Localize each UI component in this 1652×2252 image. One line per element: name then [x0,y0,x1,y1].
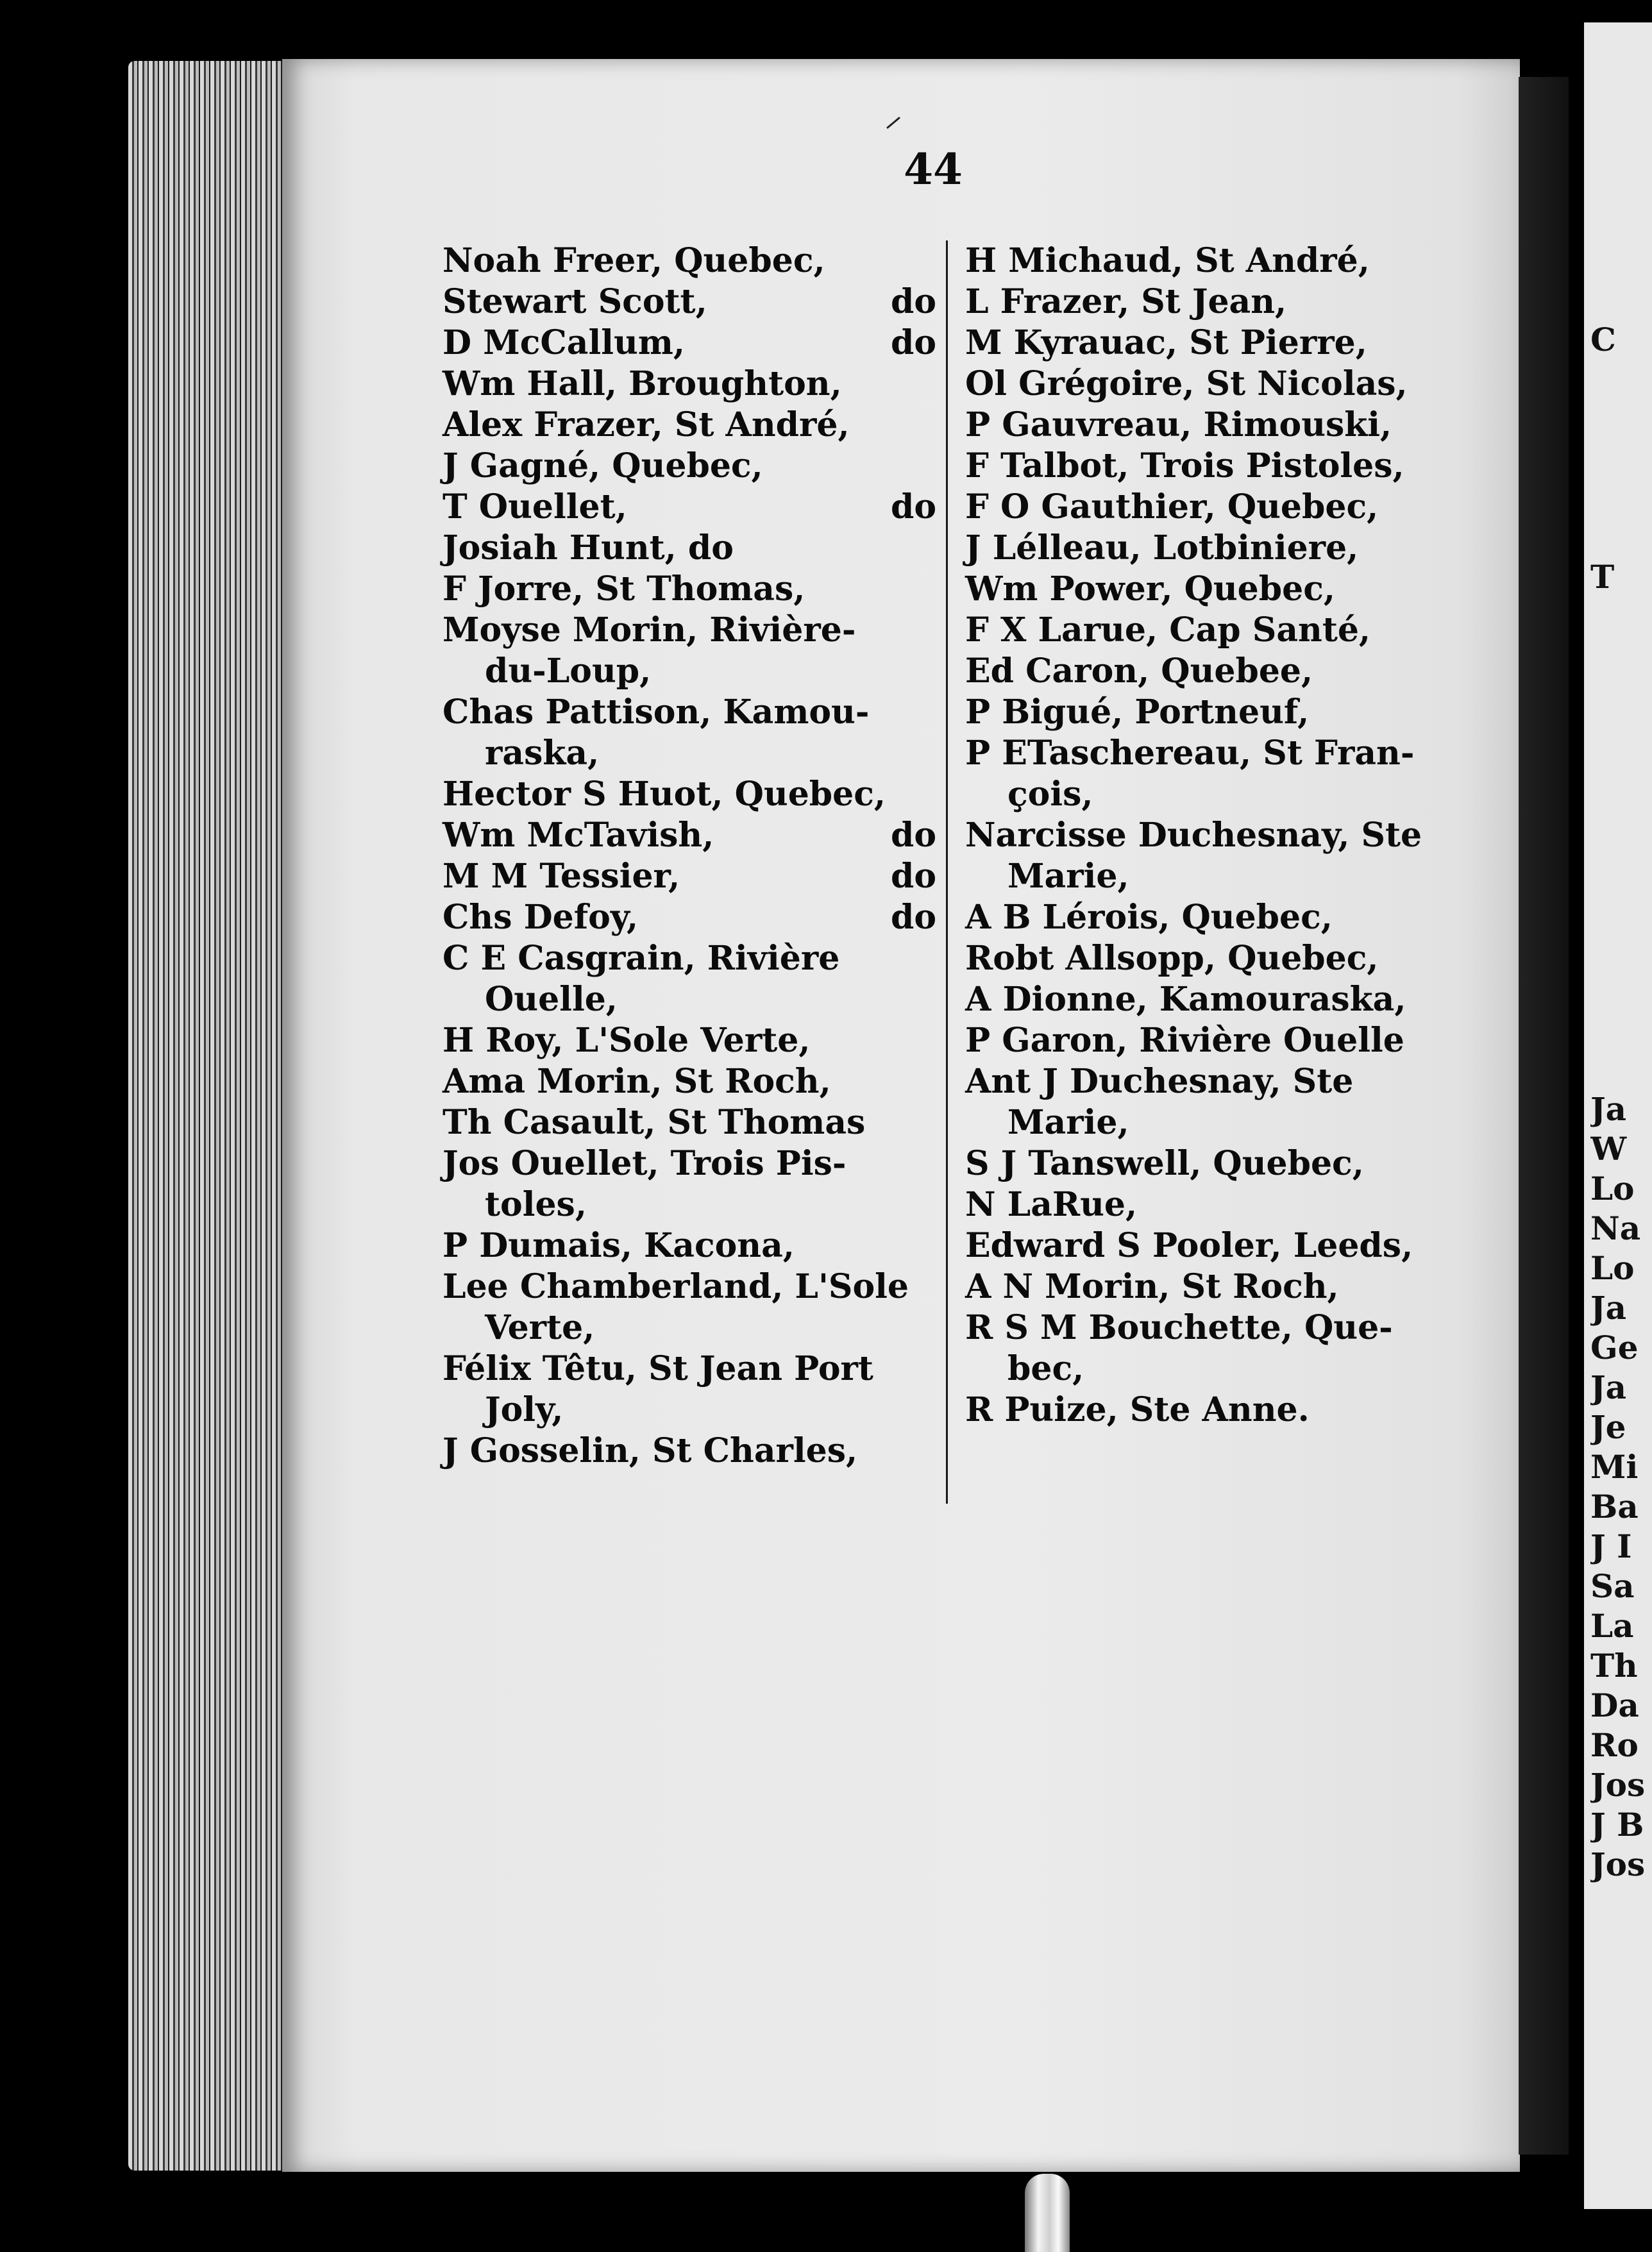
entry-name: çois, [1007,775,1093,814]
entry-name: F Talbot, Trois Pistoles, [965,446,1404,485]
list-entry [965,487,1478,528]
facing-page-fragment: Je [1590,1408,1626,1446]
entry-name: Robt Allsopp, Quebec, [965,939,1379,978]
list-entry [442,1390,936,1431]
entry-name: J Lélleau, Lotbiniere, [965,528,1359,567]
entry-name: Narcisse Duchesnay, Ste [965,816,1422,855]
list-entry [965,610,1478,651]
entry-name: Alex Frazer, St André, [442,405,850,444]
entry-name: H Roy, L'Sole Verte, [442,1021,811,1060]
list-entry [442,610,936,651]
entry-name: Hector S Huot, Quebec, [442,775,886,814]
entry-name: Ama Morin, St Roch, [442,1062,831,1101]
list-entry [442,1431,936,1472]
list-entry [442,692,936,733]
facing-page-fragment: Mi [1590,1448,1639,1486]
list-entry [442,1102,936,1143]
list-entry [442,1349,936,1390]
entry-name: R Puize, Ste Anne. [965,1390,1310,1429]
facing-page-fragment: Ja [1590,1368,1627,1406]
entry-name: A Dionne, Kamouraska, [965,980,1406,1019]
list-entry [442,1143,936,1184]
entry-name: Stewart Scott, [442,282,707,321]
list-entry [442,1020,936,1061]
entry-name: Chas Pattison, Kamou- [442,693,870,732]
entry-name: Marie, [1007,857,1129,896]
list-entry [442,323,936,364]
list-entry [442,240,936,282]
list-entry [442,1266,936,1307]
entry-name: Lee Chamberland, L'Sole [442,1267,909,1306]
entry-name: Th Casault, St Thomas [442,1103,866,1142]
entry-name: F Jorre, St Thomas, [442,569,805,609]
binding-tape [1025,2174,1070,2252]
facing-page-fragment: Ba [1590,1488,1639,1525]
entry-name: Ouelle, [485,980,618,1019]
list-entry [965,282,1478,323]
list-entry [965,1349,1478,1390]
gutter-shadow [1519,77,1569,2155]
facing-page-fragment: Ja [1590,1090,1627,1128]
entry-name: Félix Têtu, St Jean Port [442,1349,873,1388]
entry-name: J Gosselin, St Charles, [442,1431,858,1470]
page-edges [128,61,289,2171]
entry-name: Jos Ouellet, Trois Pis- [442,1144,847,1183]
left-column [442,240,936,1472]
list-entry [442,405,936,446]
facing-page-fragment: Na [1590,1209,1641,1247]
entry-name: L Frazer, St Jean, [965,282,1287,321]
list-entry [442,446,936,487]
entry-name: P Garon, Rivière Ouelle [965,1021,1404,1060]
list-entry [442,364,936,405]
list-entry [442,938,936,979]
entry-name: raska, [485,734,600,773]
list-entry [442,774,936,815]
list-entry [965,897,1478,938]
entry-place: do [890,816,936,855]
entry-name: Joly, [485,1390,564,1429]
facing-page-fragment: J B [1590,1806,1644,1844]
list-entry [965,938,1478,979]
entry-name: Marie, [1007,1103,1129,1142]
entry-place: do [890,323,936,362]
entry-name: Ed Caron, Quebee, [965,651,1313,691]
entry-name: du-Loup, [485,651,652,691]
list-entry [442,569,936,610]
entry-name: F O Gauthier, Quebec, [965,487,1379,526]
list-entry [442,528,936,569]
facing-page-fragment: Ro [1590,1726,1639,1764]
list-entry [442,1184,936,1225]
entry-name: Moyse Morin, Rivière- [442,610,856,650]
facing-page-fragment: W [1590,1130,1627,1168]
list-entry [965,774,1478,815]
entry-name: T Ouellet, [442,487,627,526]
list-entry [965,1020,1478,1061]
entry-name: N LaRue, [965,1185,1138,1224]
entry-name: Edward S Pooler, Leeds, [965,1226,1413,1265]
entry-place: do [890,857,936,896]
list-entry [965,1266,1478,1307]
entry-name: A B Lérois, Quebec, [965,898,1333,937]
entry-place: do [890,898,936,937]
facing-page-fragment: Ja [1590,1289,1627,1327]
list-entry [965,1061,1478,1102]
list-entry [965,979,1478,1020]
entry-name: Chs Defoy, [442,898,639,937]
list-entry [965,1225,1478,1266]
list-entry [442,1225,936,1266]
entry-name: bec, [1007,1349,1084,1388]
facing-page-fragment: Da [1590,1686,1639,1724]
entry-name: D McCallum, [442,323,685,362]
entry-name: P Dumais, Kacona, [442,1226,795,1265]
list-entry [965,856,1478,897]
list-entry [442,282,936,323]
entry-name: A N Morin, St Roch, [965,1267,1339,1306]
entry-name: P ETaschereau, St Fran- [965,734,1415,773]
entry-name: P Gauvreau, Rimouski, [965,405,1392,444]
list-entry [965,651,1478,692]
entry-place: do [890,282,936,321]
entry-name: toles, [485,1185,587,1224]
entry-name: C E Casgrain, Rivière [442,939,840,978]
list-entry [965,323,1478,364]
list-entry [442,733,936,774]
entry-name: Noah Freer, Quebec, [442,241,825,280]
facing-page-fragment: Lo [1590,1249,1635,1287]
list-entry [965,1102,1478,1143]
entry-name: H Michaud, St André, [965,241,1370,280]
entry-name: M Kyrauac, St Pierre, [965,323,1367,362]
list-entry [442,1061,936,1102]
entry-name: S J Tanswell, Quebec, [965,1144,1364,1183]
list-entry [965,364,1478,405]
facing-page-fragment: Jos [1590,1766,1646,1804]
list-entry [442,897,936,938]
entry-name: J Gagné, Quebec, [442,446,763,485]
facing-page-fragment: Ge [1590,1329,1639,1366]
list-entry [965,733,1478,774]
list-entry [442,979,936,1020]
entry-name: M M Tessier, [442,857,680,896]
facing-page-fragment: Jos [1590,1845,1646,1883]
entry-name: R S M Bouchette, Que- [965,1308,1393,1347]
list-entry [965,528,1478,569]
entry-place: do [890,487,936,526]
entry-name: Wm Power, Quebec, [965,569,1335,609]
list-entry [965,1143,1478,1184]
entry-name: Josiah Hunt, do [442,528,734,567]
facing-page-fragment: C [1590,321,1616,358]
right-column [965,240,1478,1431]
list-entry [965,446,1478,487]
list-entry [965,1307,1478,1349]
entry-name: P Bigué, Portneuf, [965,693,1310,732]
list-entry [965,692,1478,733]
entry-name: Verte, [485,1308,595,1347]
list-entry [442,487,936,528]
list-entry [965,1390,1478,1431]
facing-page-fragment: Lo [1590,1170,1635,1207]
list-entry [442,856,936,897]
facing-page-fragment: La [1590,1607,1634,1645]
list-entry [965,240,1478,282]
entry-name: Ol Grégoire, St Nicolas, [965,364,1408,403]
list-entry [442,815,936,856]
list-entry [965,569,1478,610]
list-entry [442,651,936,692]
page-number: 44 [904,144,963,194]
entry-name: Wm Hall, Broughton, [442,364,842,403]
list-entry [442,1307,936,1349]
list-entry [965,405,1478,446]
entry-name: F X Larue, Cap Santé, [965,610,1371,650]
facing-page-fragment: J I [1590,1527,1632,1565]
entry-name: Wm McTavish, [442,816,714,855]
facing-page-fragment: Sa [1590,1567,1635,1605]
list-entry [965,815,1478,856]
facing-page-fragment: T [1590,558,1615,596]
list-entry [965,1184,1478,1225]
entry-name: Ant J Duchesnay, Ste [965,1062,1354,1101]
column-divider [946,240,948,1504]
facing-page-fragment: Th [1590,1647,1638,1685]
